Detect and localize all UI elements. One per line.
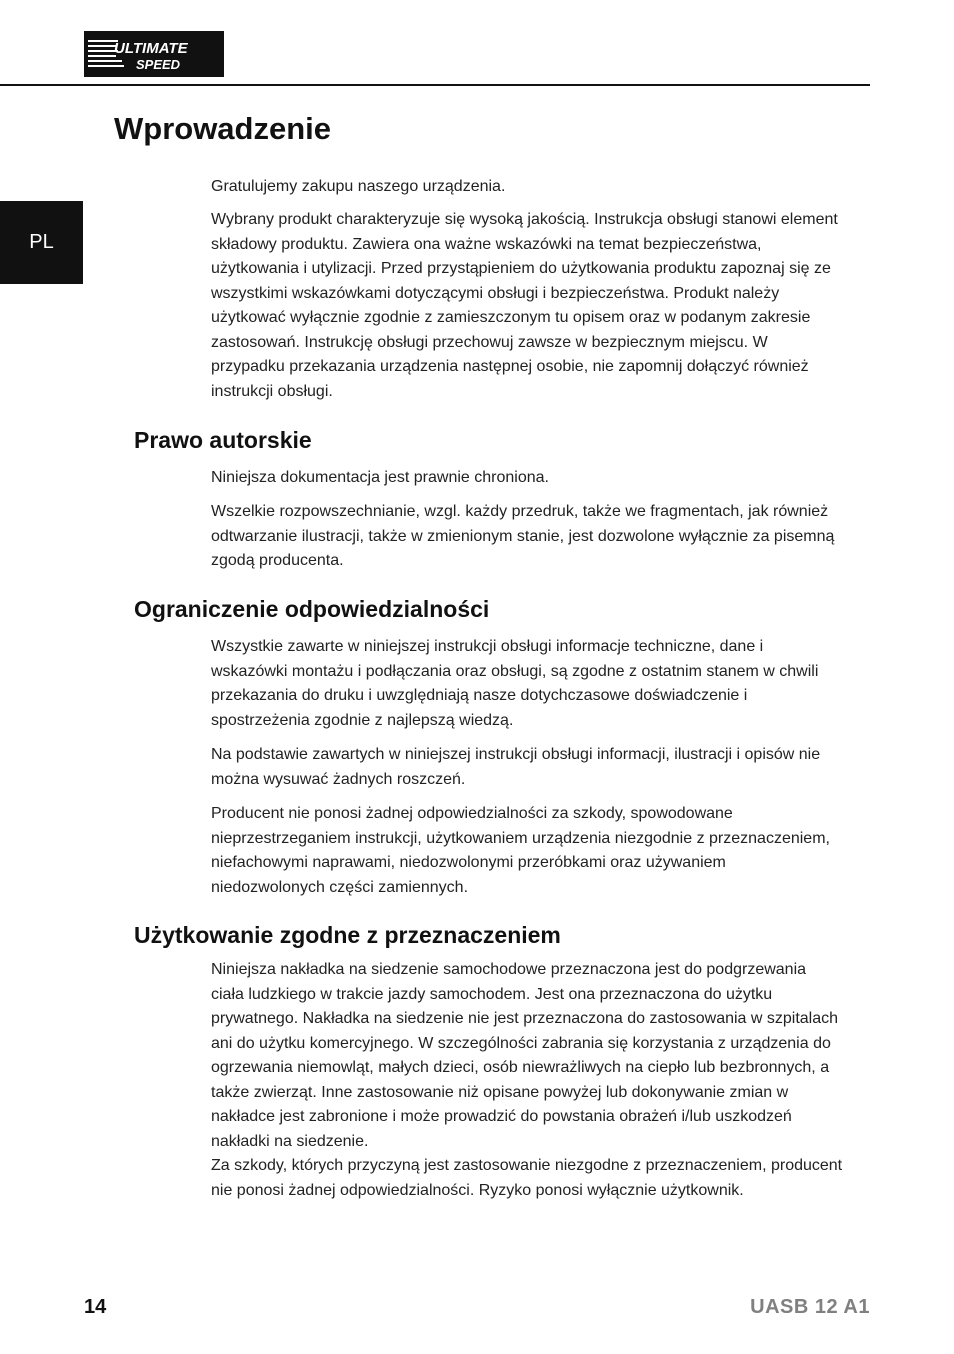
section-heading-copyright: Prawo autorskie	[134, 427, 312, 453]
liability-paragraph-3: Producent nie ponosi żadnej odpowiedzialności za szkody, spowodowane nieprzestrzeganiem instrukcji, użytkowaniem urządzenia niezgodnie z przeznaczeniem, niefachowymi naprawami, niedozwolonymi przeróbkami oraz używaniem niedozwolonych części zamiennych.	[211, 805, 830, 896]
brand-logo	[84, 31, 224, 77]
copyright-paragraph-1: Niniejsza dokumentacja jest prawnie chroniona.	[211, 469, 549, 486]
model-number: UASB 12 A1	[750, 1296, 870, 1318]
copyright-paragraph-2: Wszelkie rozpowszechnianie, wzgl. każdy przedruk, także we fragmentach, jak również odtwarzanie ilustracji, także w zmienionym stanie, jest dozwolone wyłącznie za pisemną zgodą producenta.	[211, 503, 835, 569]
intro-paragraph-1: Gratulujemy zakupu naszego urządzenia.	[211, 178, 506, 195]
language-tab: PL	[0, 201, 83, 284]
page-title: Wprowadzenie	[114, 111, 332, 146]
liability-paragraph-2: Na podstawie zawartych w niniejszej instrukcji obsługi informacji, ilustracji i opisów nie można wysuwać żadnych roszczeń.	[211, 746, 821, 788]
brand-logo-graphic	[84, 31, 224, 77]
page-number: 14	[84, 1296, 107, 1318]
section-heading-intended-use: Użytkowanie zgodne z przeznaczeniem	[134, 922, 561, 948]
intended-use-paragraph-1: Niniejsza nakładka na siedzenie samochodowe przeznaczona jest do podgrzewania ciała ludzkiego w trakcie jazdy samochodem. Jest ona przeznaczona do użytku prywatnego. Nakładka na siedzenie nie jest przeznaczona do zastosowania w szpitalach ani do użytku komercyjnego. W szczególności zabrania się korzystania z urządzenia do ogrzewania niemowląt, małych dzieci, osób niewrażliwych na ciepło lub bezbronnych, a także zwierząt. Inne zastosowanie niż opisane powyżej lub dokonywanie zmian w nakładce jest zabronione i może prowadzić do powstania obrażeń i/lub uszkodzeń nakładki na siedzenie.	[211, 961, 839, 1150]
brand-line2: SPEED	[136, 57, 181, 72]
section-heading-liability: Ograniczenie odpowiedzialności	[134, 596, 490, 622]
liability-paragraph-1: Wszystkie zawarte w niniejszej instrukcji obsługi informacje techniczne, dane i wskazówki montażu i podłączania oraz obsługi, są zgodne z ostatnim stanem w chwili przekazania do druku i uwzględniają nasze dotychczasowe doświadczenie i spostrzeżenia zgodnie z najlepszą wiedzą.	[211, 638, 819, 729]
intended-use-paragraph-2: Za szkody, których przyczyną jest zastosowanie niezgodne z przeznaczeniem, producent nie ponosi żadnej odpowiedzialności. Ryzyko ponosi wyłącznie użytkownik.	[211, 1157, 843, 1199]
intro-paragraph-2: Wybrany produkt charakteryzuje się wysoką jakością. Instrukcja obsługi stanowi element składowy produktu. Zawiera ona ważne wskazówki na temat bezpieczeństwa, użytkowania i utylizacji. Przed przystąpieniem do użytkowania produktu zapoznaj się ze wszystkimi wskazówkami dotyczącymi obsługi i bezpieczeństwa. Produkt należy użytkować wyłącznie zgodnie z zamieszczonym tu opisem oraz w podanym zakresie zastosowań. Instrukcję obsługi przechowuj zawsze w bezpiecznym miejscu. W przypadku przekazania urządzenia następnej osobie, nie zapomnij dołączyć również instrukcji obsługi.	[211, 211, 838, 400]
brand-line1: ULTIMATE	[114, 40, 188, 57]
header-rule	[0, 84, 870, 86]
